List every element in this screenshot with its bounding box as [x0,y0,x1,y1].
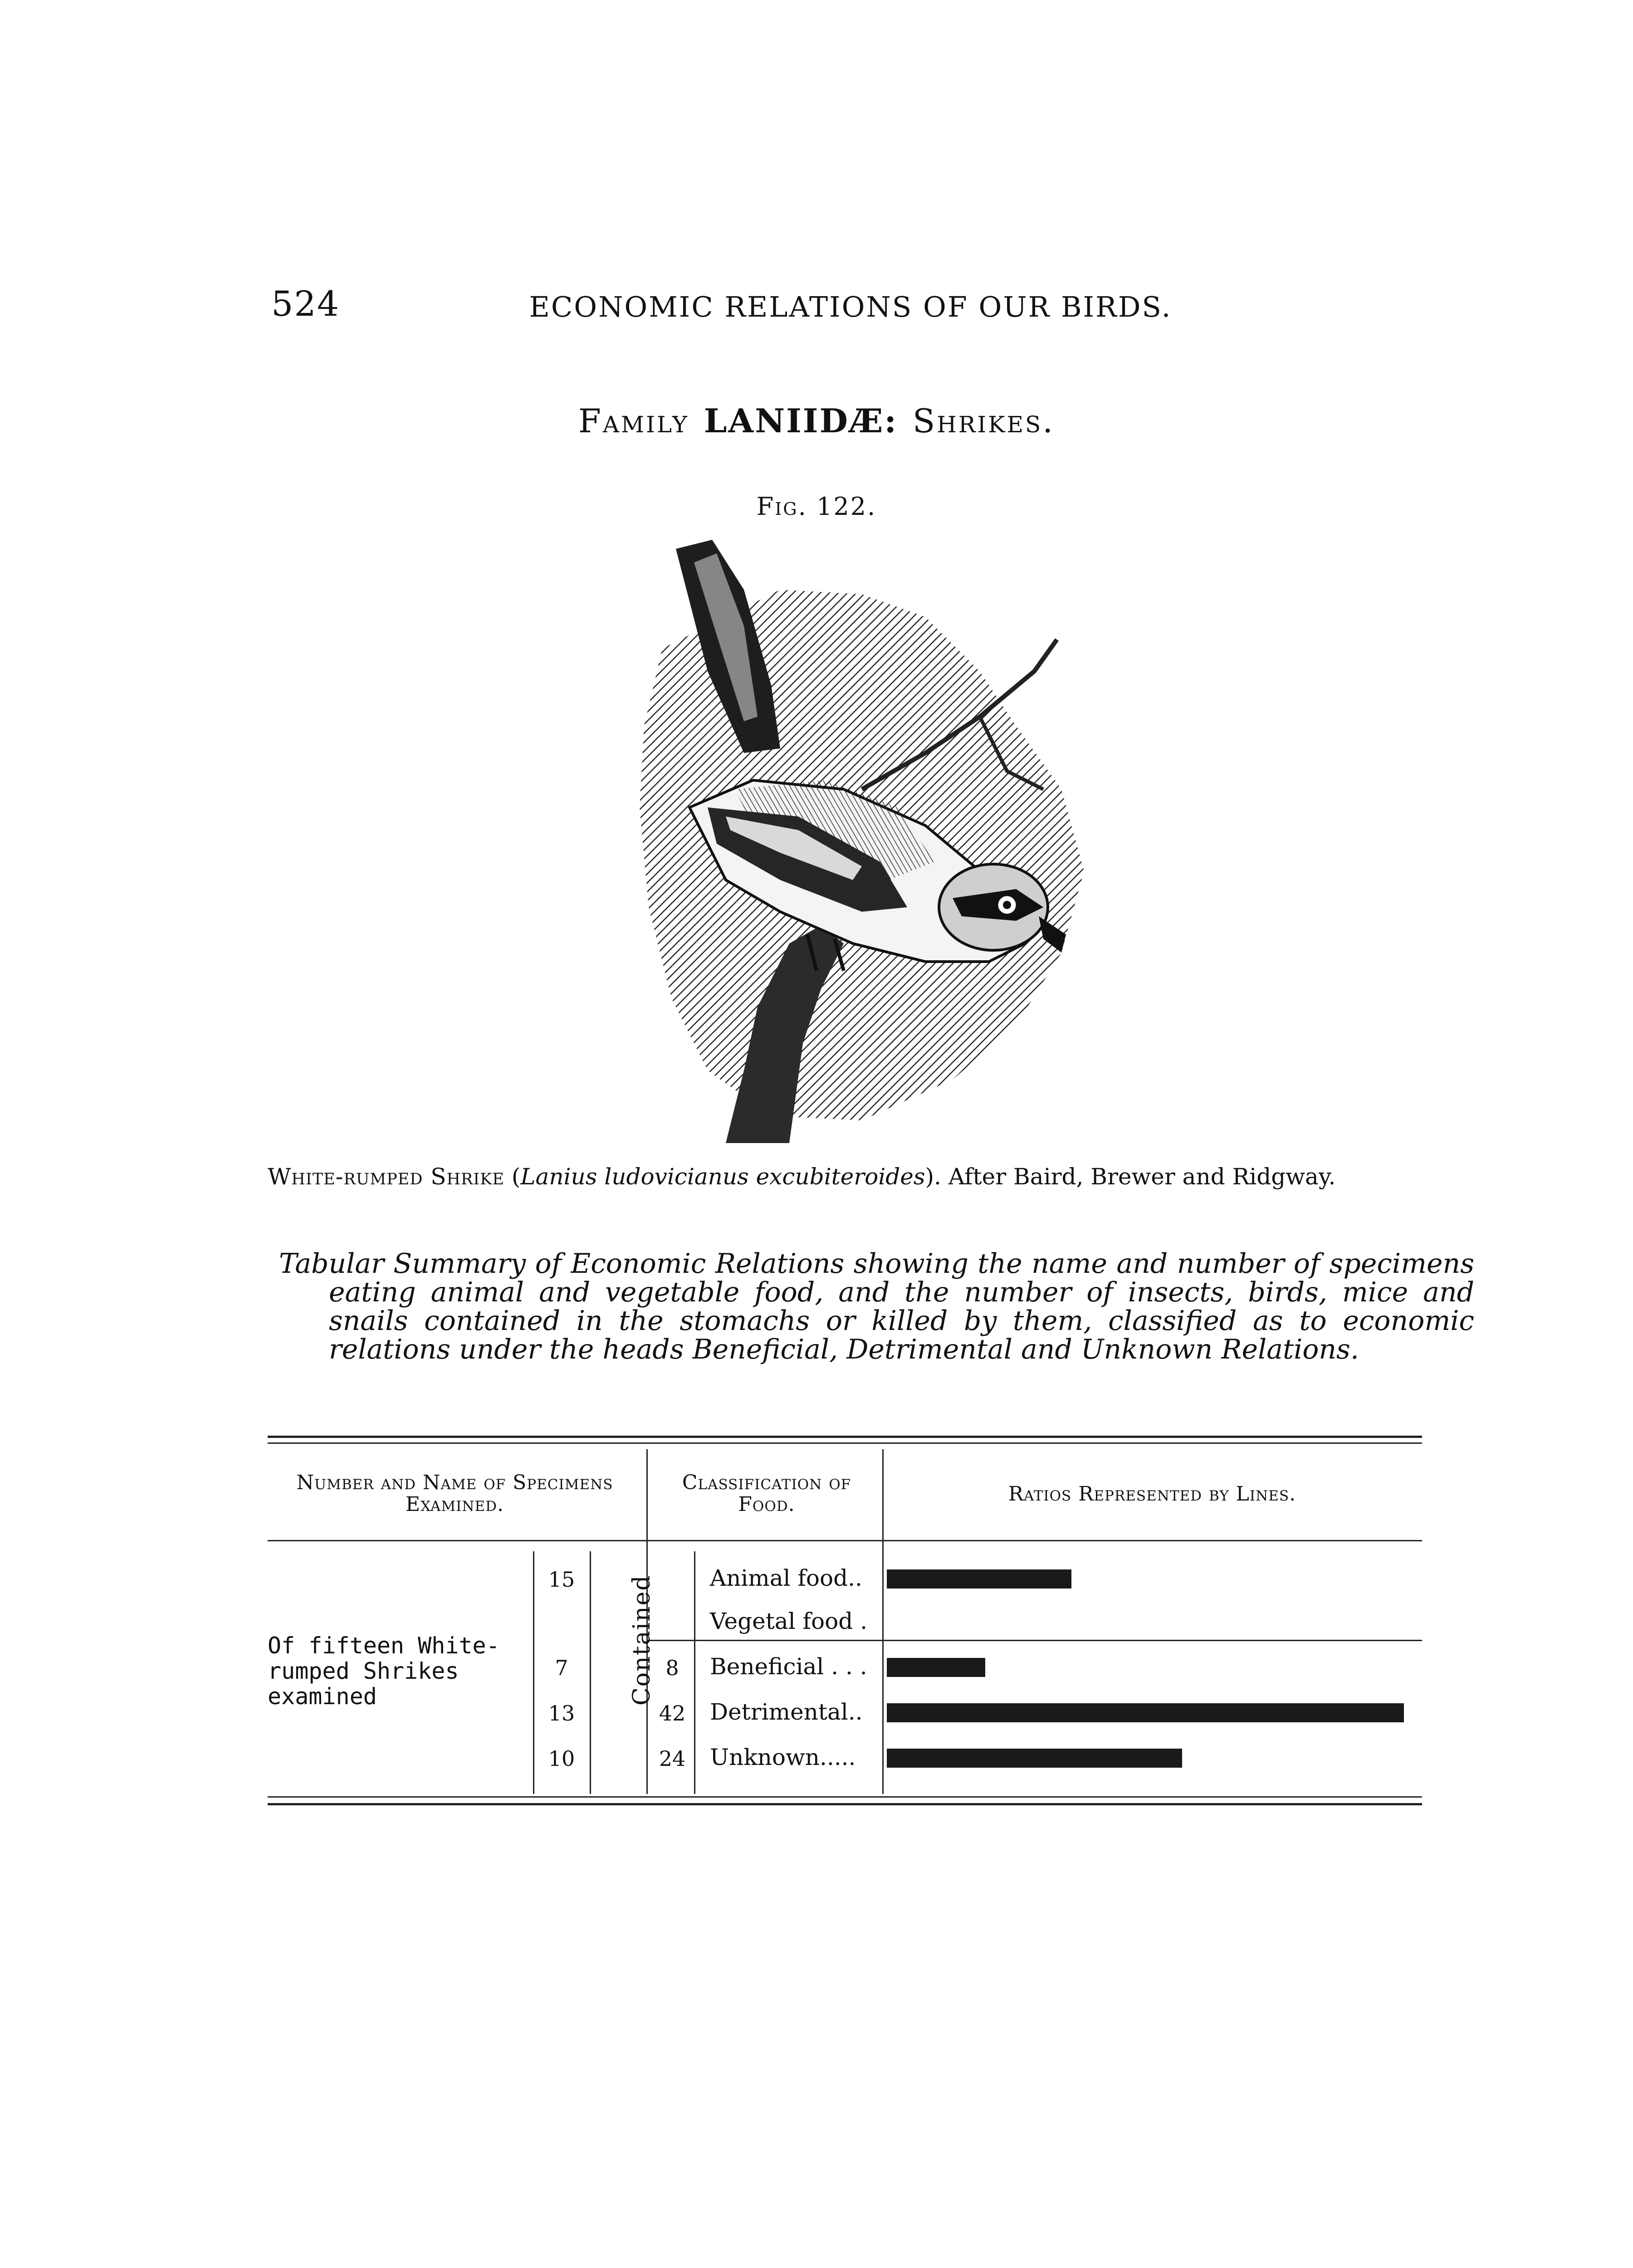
header-bottom-rule [268,1540,1422,1541]
col-header-specimens: Number and Name of Specimens Examined. [296,1471,613,1516]
col-header-ratios: Ratios Represented by Lines. [1008,1482,1296,1505]
table-top-rule [268,1436,1422,1438]
family-common-name: Shrikes. [912,402,1055,440]
table-top-rule-2 [268,1442,1422,1444]
caption-common-name: White-rumped Shrike [268,1163,504,1190]
ratio-bar-detrimental [887,1703,1404,1722]
row-food-label: Beneficial . . . [710,1653,867,1680]
row-food-label: Animal food.. [710,1565,862,1591]
family-name: LANIIDÆ: [704,401,898,440]
specimens-description: Of fifteen White-rumped Shrikes examined [268,1633,500,1710]
table-bottom-rule-2 [268,1803,1422,1805]
row-food-label: Detrimental.. [710,1699,863,1725]
row-specimens: 7 [555,1656,568,1680]
num-col-left-rule [533,1551,534,1794]
family-prefix: Family [578,402,689,440]
contained-label: Contained [628,1574,655,1706]
row-specimens: 15 [548,1567,575,1592]
row-specimens: 13 [548,1701,575,1725]
col-header-classification: Classification of Food. [682,1471,851,1516]
row-contained: 24 [659,1746,686,1771]
row-food-label: Unknown..... [710,1744,856,1770]
caption-credit: After Baird, Brewer and Ridgway. [948,1163,1336,1190]
col-divider-2 [882,1449,884,1794]
family-heading [454,401,1179,440]
num-col-right-rule [590,1551,591,1794]
figure-caption: White-rumped Shrike (Lanius ludovicianus excubiteroides). After Baird, Brewer and Ridgway. [268,1163,1336,1190]
caption-scientific-name: Lanius ludovicianus excubiteroides [520,1163,925,1190]
page-number: 524 [271,284,340,324]
summary-paragraph: Tabular Summary of Economic Relations showing the name and number of specimens eating animal and vegetable food, and the number of insects, birds, mice and snails contained in the stomachs or killed by them, classified as to economic relations under the heads Beneficial, Detrimental and Unknown Relations. [279,1248,1474,1365]
ratio-bar-unknown [887,1749,1182,1768]
row-contained: 8 [665,1656,679,1680]
row-specimens: 10 [548,1746,575,1771]
ratio-bar-beneficial [887,1658,985,1677]
row-contained: 42 [659,1701,686,1725]
table-bottom-rule [268,1796,1422,1798]
shrike-illustration [608,535,1116,1143]
food-separator-rule [646,1640,1422,1641]
ratio-bar-animal-food [887,1569,1071,1589]
running-title: ECONOMIC RELATIONS OF OUR BIRDS. [529,290,1172,323]
row-food-label: Vegetal food . [710,1608,867,1634]
figure-label: Fig. 122. [756,492,877,521]
